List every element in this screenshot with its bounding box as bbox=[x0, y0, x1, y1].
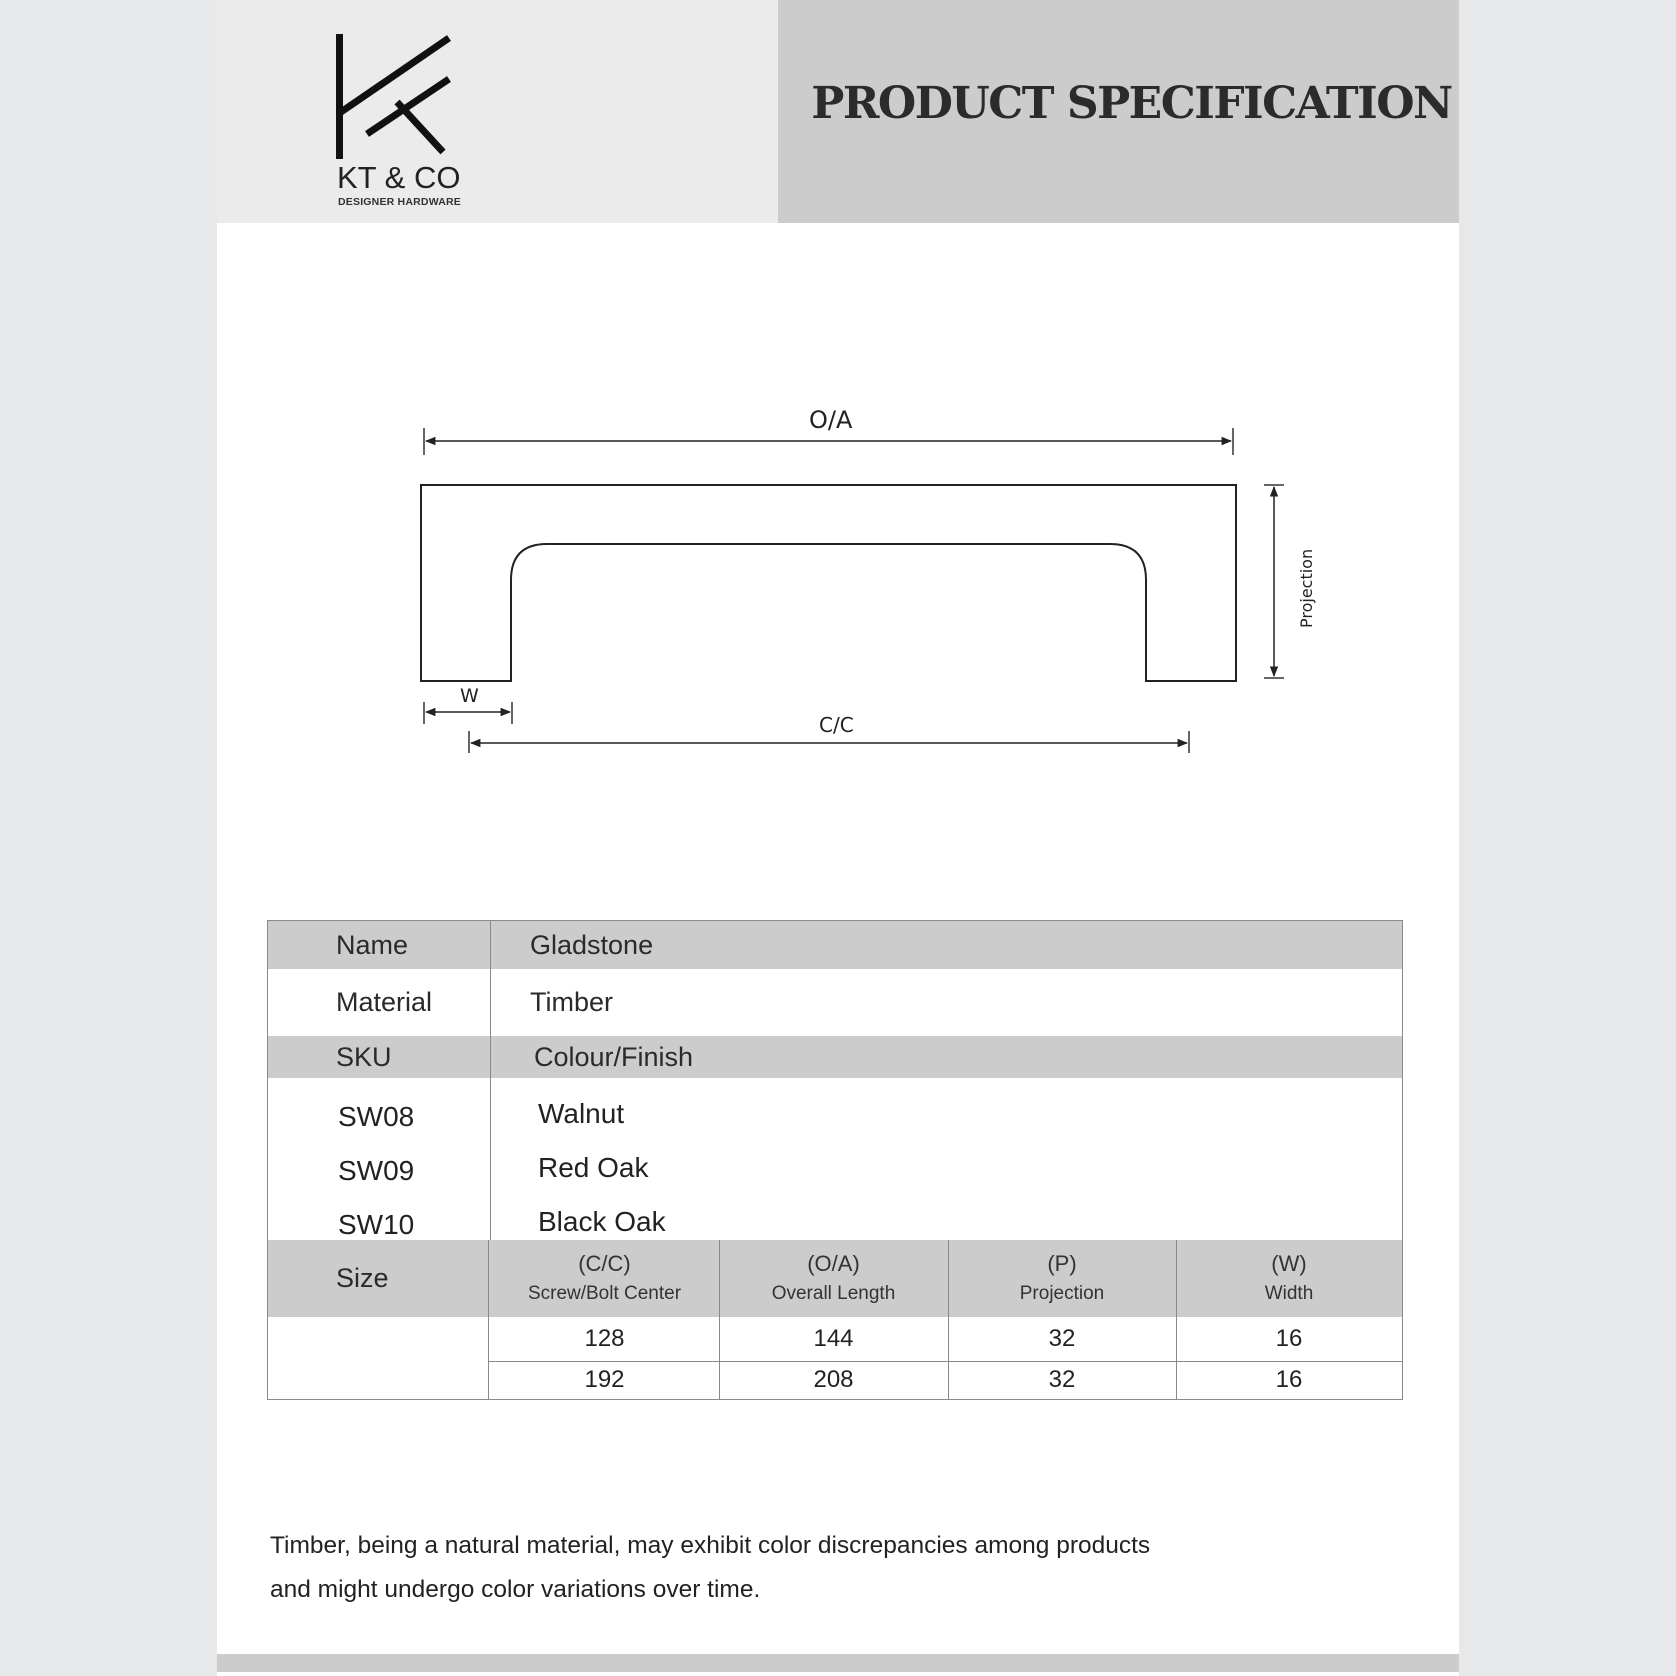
size-col-name: Width bbox=[1264, 1282, 1314, 1304]
size-cell: 16 bbox=[1275, 1366, 1303, 1393]
title-banner bbox=[778, 0, 1459, 223]
size-col-name: Projection bbox=[1019, 1282, 1105, 1304]
size-cell: 32 bbox=[1048, 1325, 1076, 1352]
footer-bar bbox=[217, 1654, 1459, 1672]
note-line: Timber, being a natural material, may exhibit color discrepancies among products bbox=[270, 1532, 1151, 1559]
size-col-cc bbox=[490, 1240, 719, 1317]
size-col-abbr: (P) bbox=[1047, 1250, 1077, 1276]
sku-item: SW09 bbox=[338, 1155, 415, 1186]
brand-header bbox=[217, 0, 778, 223]
sku-label: SKU bbox=[268, 1036, 490, 1078]
divider bbox=[719, 1240, 720, 1400]
size-cell: 32 bbox=[1048, 1366, 1076, 1393]
spec-table bbox=[267, 920, 1403, 1400]
size-col-abbr: (C/C) bbox=[578, 1250, 631, 1276]
size-label: Size bbox=[268, 1240, 490, 1317]
divider bbox=[489, 1361, 1402, 1362]
size-col-abbr: (O/A) bbox=[807, 1250, 860, 1276]
size-cell: 16 bbox=[1275, 1325, 1303, 1352]
size-cell: 208 bbox=[813, 1366, 854, 1393]
name-value: Gladstone bbox=[490, 921, 1402, 969]
sku-list bbox=[338, 1090, 414, 1252]
sku-item: SW10 bbox=[338, 1209, 415, 1240]
name-label: Name bbox=[268, 921, 490, 969]
finish-label: Colour/Finish bbox=[490, 1036, 1402, 1078]
finish-list bbox=[538, 1087, 666, 1249]
page-title: PRODUCT SPECIFICATION bbox=[811, 78, 1452, 129]
divider bbox=[948, 1240, 949, 1400]
divider bbox=[1176, 1240, 1177, 1400]
size-cell: 192 bbox=[584, 1366, 625, 1393]
finish-item: Red Oak bbox=[538, 1152, 649, 1183]
size-col-abbr: (W) bbox=[1271, 1250, 1307, 1276]
finish-item: Walnut bbox=[538, 1098, 625, 1129]
brand-tagline: DESIGNER HARDWARE bbox=[338, 196, 461, 208]
size-cell: 144 bbox=[813, 1325, 854, 1352]
size-col-name: Overall Length bbox=[771, 1282, 896, 1304]
material-label: Material bbox=[336, 987, 433, 1017]
width-label: W bbox=[460, 685, 479, 707]
center-to-center-label: C/C bbox=[819, 713, 854, 737]
divider bbox=[488, 1240, 489, 1400]
size-col-p bbox=[948, 1240, 1176, 1317]
handle-diagram bbox=[217, 223, 1459, 903]
brand-name: KT & CO bbox=[337, 160, 461, 195]
size-col-oa bbox=[719, 1240, 948, 1317]
finish-item: Black Oak bbox=[538, 1206, 666, 1237]
material-value: Timber bbox=[530, 987, 614, 1017]
divider bbox=[490, 921, 491, 1240]
projection-label: Projection bbox=[1297, 548, 1316, 628]
size-col-w bbox=[1176, 1240, 1402, 1317]
note-line: and might undergo color variations over time. bbox=[270, 1576, 761, 1603]
dimension-drawing bbox=[217, 223, 1459, 903]
spec-sheet-page bbox=[217, 0, 1459, 1676]
timber-disclaimer bbox=[270, 1524, 1420, 1612]
overall-length-label: O/A bbox=[809, 406, 853, 434]
size-col-name: Screw/Bolt Center bbox=[527, 1282, 682, 1304]
size-cell: 128 bbox=[584, 1325, 625, 1352]
sku-item: SW08 bbox=[338, 1101, 415, 1132]
